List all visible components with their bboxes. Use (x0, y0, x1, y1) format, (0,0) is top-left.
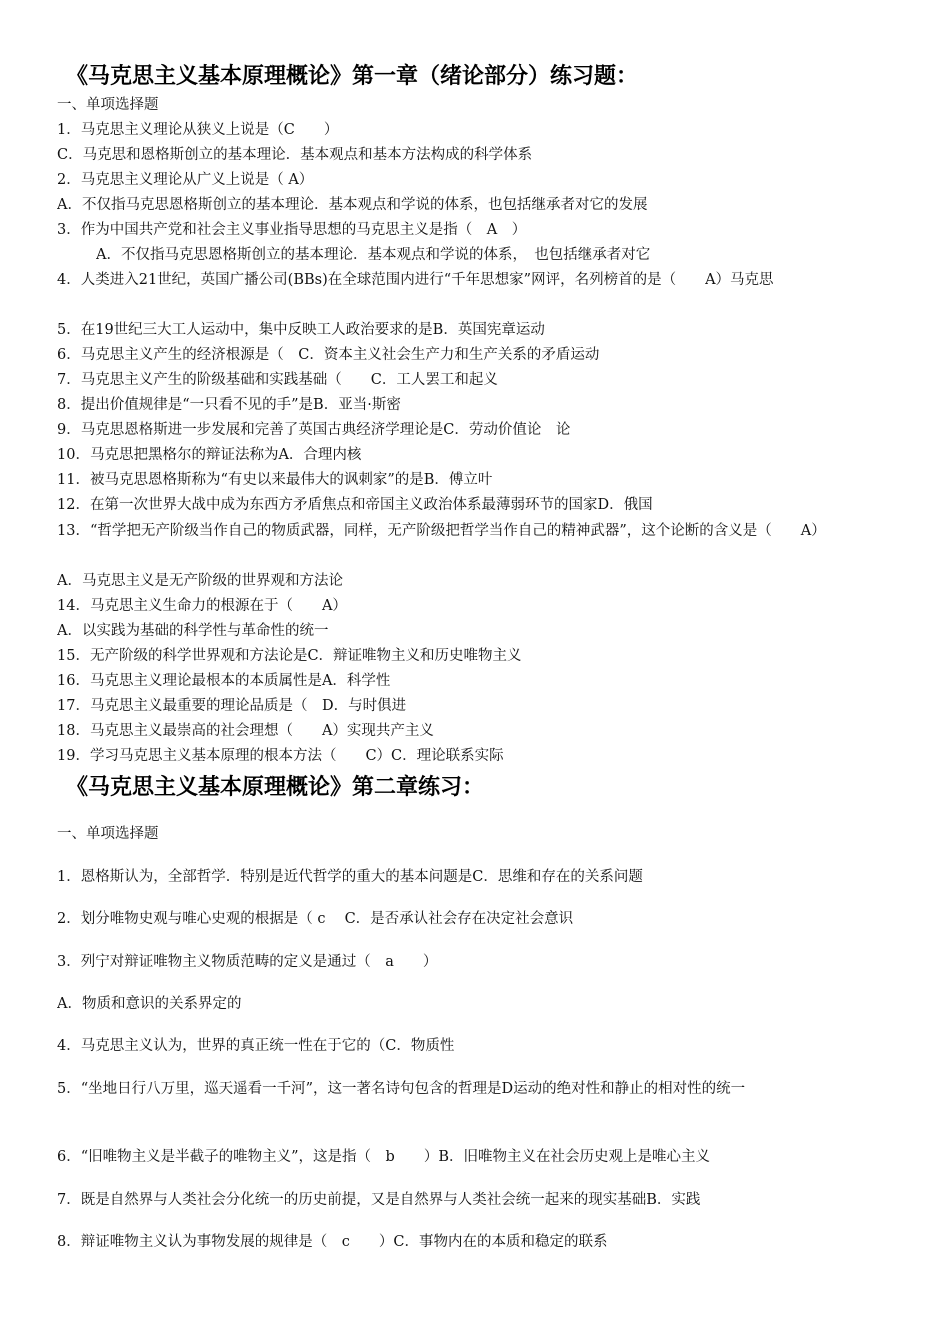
answer-line: A．马克思主义是无产阶级的世界观和方法论 (57, 573, 343, 589)
question-line: 14．马克思主义生命力的根源在于（ A） (57, 598, 347, 614)
question-line: 7．既是自然界与人类社会分化统一的历史前提，又是自然界与人类社会统一起来的现实基础B．实践 (57, 1192, 701, 1208)
question-line: 8．提出价值规律是“一只看不见的手”是B．亚当·斯密 (57, 397, 401, 413)
question-line: 2．划分唯物史观与唯心史观的根据是（ c C．是否承认社会存在决定社会意识 (57, 911, 574, 927)
question-line: 1．恩格斯认为，全部哲学．特别是近代哲学的重大的基本问题是C．思维和存在的关系问题 (57, 869, 643, 885)
answer-line: A．不仅指马克思恩格斯创立的基本理论．基本观点和学说的体系，也包括继承者对它的发展 (57, 197, 648, 213)
question-line: 4．人类进入21世纪，英国广播公司(BBs)在全球范围内进行“千年思想家”网评，名列榜首的是（ A）马克思 (57, 272, 774, 288)
answer-line: C．马克思和恩格斯创立的基本理论．基本观点和基本方法构成的科学体系 (57, 147, 533, 163)
chapter1-title: 《马克思主义基本原理概论》第一章（绪论部分）练习题： (66, 64, 639, 89)
answer-line: A．以实践为基础的科学性与革命性的统一 (57, 623, 329, 639)
chapter2-section-heading: 一、单项选择题 (57, 826, 159, 842)
question-line: 3．列宁对辩证唯物主义物质范畴的定义是通过（ a ） (57, 954, 438, 970)
answer-line: A．不仅指马克思恩格斯创立的基本理论．基本观点和学说的体系， 也包括继承者对它 (96, 247, 651, 263)
question-line: 6．“旧唯物主义是半截子的唯物主义”，这是指（ b ）B．旧唯物主义在社会历史观上是唯心主义 (57, 1149, 710, 1165)
answer-line: A．物质和意识的关系界定的 (57, 996, 242, 1012)
question-line: 10．马克思把黑格尔的辩证法称为A．合理内核 (57, 447, 362, 463)
question-line: 11．被马克思恩格斯称为“有史以来最伟大的讽刺家”的是B．傅立叶 (57, 472, 493, 488)
question-line: 12．在第一次世界大战中成为东西方矛盾焦点和帝国主义政治体系最薄弱环节的国家D．俄国 (57, 497, 653, 513)
chapter1-section-heading: 一、单项选择题 (57, 97, 159, 113)
question-line: 5．在19世纪三大工人运动中，集中反映工人政治要求的是B．英国宪章运动 (57, 322, 545, 338)
question-line: 1．马克思主义理论从狭义上说是（C ） (57, 122, 339, 138)
question-line: 19．学习马克思主义基本原理的根本方法（ C）C．理论联系实际 (57, 748, 504, 764)
question-line: 17．马克思主义最重要的理论品质是（ D．与时俱进 (57, 698, 407, 714)
question-line: 9．马克思恩格斯进一步发展和完善了英国古典经济学理论是C．劳动价值论 论 (57, 422, 571, 438)
chapter2-title: 《马克思主义基本原理概论》第二章练习： (66, 775, 485, 800)
question-line: 4．马克思主义认为，世界的真正统一性在于它的（C．物质性 (57, 1038, 455, 1054)
question-line: 7．马克思主义产生的阶级基础和实践基础（ C．工人罢工和起义 (57, 372, 498, 388)
question-line: 3．作为中国共产党和社会主义事业指导思想的马克思主义是指（ A ） (57, 222, 527, 238)
question-line: 18．马克思主义最崇高的社会理想（ A）实现共产主义 (57, 723, 434, 739)
question-line: 8．辩证唯物主义认为事物发展的规律是（ c ）C．事物内在的本质和稳定的联系 (57, 1234, 608, 1250)
question-line: 13．“哲学把无产阶级当作自己的物质武器，同样，无产阶级把哲学当作自己的精神武器”，这个论断的含义是（ A） (57, 523, 826, 539)
question-line: 16．马克思主义理论最根本的本质属性是A．科学性 (57, 673, 391, 689)
question-line: 15．无产阶级的科学世界观和方法论是C．辩证唯物主义和历史唯物主义 (57, 648, 522, 664)
question-line: 2．马克思主义理论从广义上说是（ A） (57, 172, 314, 188)
question-line: 5．“坐地日行八万里，巡天遥看一千河”，这一著名诗句包含的哲理是D运动的绝对性和静止的相对性的统一 (57, 1081, 746, 1097)
question-line: 6．马克思主义产生的经济根源是（ C．资本主义社会生产力和生产关系的矛盾运动 (57, 347, 600, 363)
